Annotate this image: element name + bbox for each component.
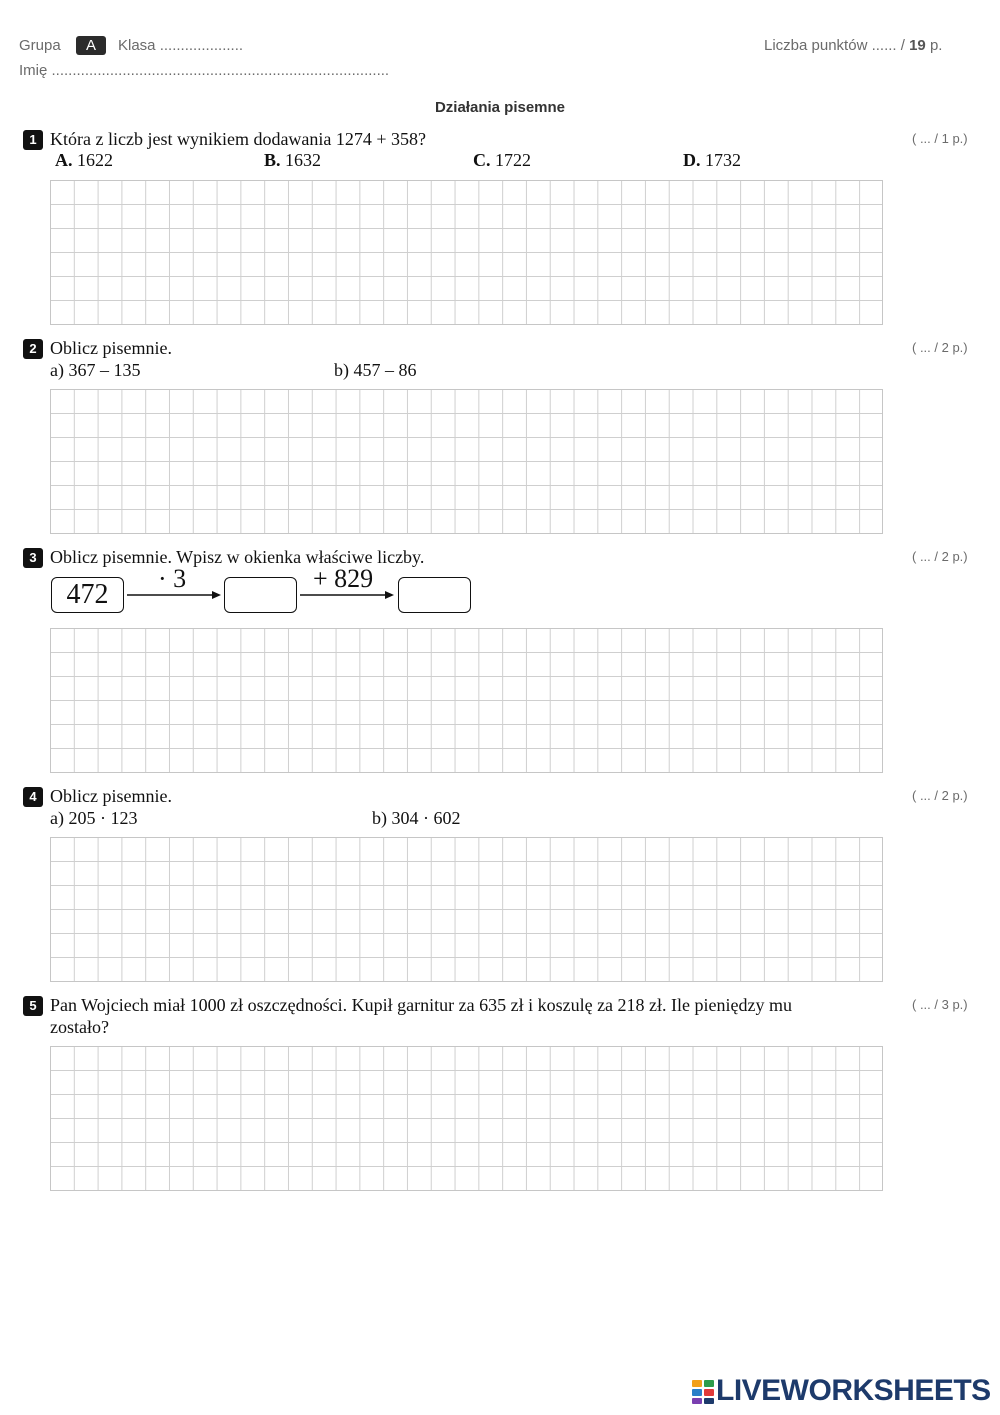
- question-text: Która z liczb jest wynikiem dodawania 1274 + 358?: [50, 129, 427, 149]
- liveworksheets-logo: [692, 1374, 992, 1408]
- points-summary: [764, 37, 942, 54]
- operation-label: + 829: [313, 564, 374, 593]
- question-points: ( ... / 1 p.): [912, 131, 968, 146]
- arrow-right-icon: [299, 588, 395, 602]
- name-field[interactable]: Imię .................................................................................: [19, 62, 390, 79]
- logo-text: LIVEWORKSHEETS: [716, 1374, 991, 1407]
- group-badge: A: [76, 36, 106, 55]
- question-text: Pan Wojciech miał 1000 zł oszczędności. Kupił garnitur za 635 zł i koszulę za 218 zł. Ile pieniędzy mu: [50, 995, 792, 1015]
- answer-box[interactable]: [224, 577, 297, 613]
- answer-option-a[interactable]: A. 1622: [55, 150, 113, 170]
- answer-option-d[interactable]: D. 1732: [683, 150, 741, 170]
- question-text-continued: zostało?: [50, 1017, 109, 1037]
- subtask-b: b) 304 · 602: [372, 808, 461, 828]
- class-field[interactable]: Klasa ....................: [118, 37, 244, 54]
- answer-option-c[interactable]: C. 1722: [473, 150, 531, 170]
- question-points: ( ... / 2 p.): [912, 340, 968, 355]
- points-total: 19: [909, 37, 926, 54]
- answer-box[interactable]: [398, 577, 471, 613]
- points-prefix: Liczba punktów ...... /: [764, 37, 905, 54]
- subtask-b: b) 457 – 86: [334, 360, 417, 380]
- start-value-box: 472: [51, 577, 124, 613]
- group-label: Grupa: [19, 37, 61, 54]
- calculation-grid[interactable]: [50, 389, 883, 534]
- question-number: 5: [23, 996, 43, 1016]
- question-points: ( ... / 2 p.): [912, 549, 968, 564]
- question-points: ( ... / 3 p.): [912, 997, 968, 1012]
- operation-label: · 3: [158, 564, 187, 593]
- points-suffix: p.: [929, 37, 943, 54]
- question-points: ( ... / 2 p.): [912, 788, 968, 803]
- subtask-a: a) 367 – 135: [50, 360, 141, 380]
- calculation-grid[interactable]: [50, 1046, 883, 1191]
- question-text: Oblicz pisemnie.: [50, 338, 172, 358]
- arrow-right-icon: [126, 588, 222, 602]
- calculation-grid[interactable]: [50, 628, 883, 773]
- page-title: Działania pisemne: [434, 99, 566, 116]
- question-number: 4: [23, 787, 43, 807]
- question-text: Oblicz pisemnie. Wpisz w okienka właściwe liczby.: [50, 547, 425, 567]
- question-text: Oblicz pisemnie.: [50, 786, 172, 806]
- liveworksheets-logo-icon: [692, 1380, 714, 1404]
- calculation-grid[interactable]: [50, 837, 883, 982]
- answer-option-b[interactable]: B. 1632: [264, 150, 322, 170]
- calculation-grid[interactable]: [50, 180, 883, 325]
- subtask-a: a) 205 · 123: [50, 808, 138, 828]
- question-number: 2: [23, 339, 43, 359]
- question-number: 3: [23, 548, 43, 568]
- question-number: 1: [23, 130, 43, 150]
